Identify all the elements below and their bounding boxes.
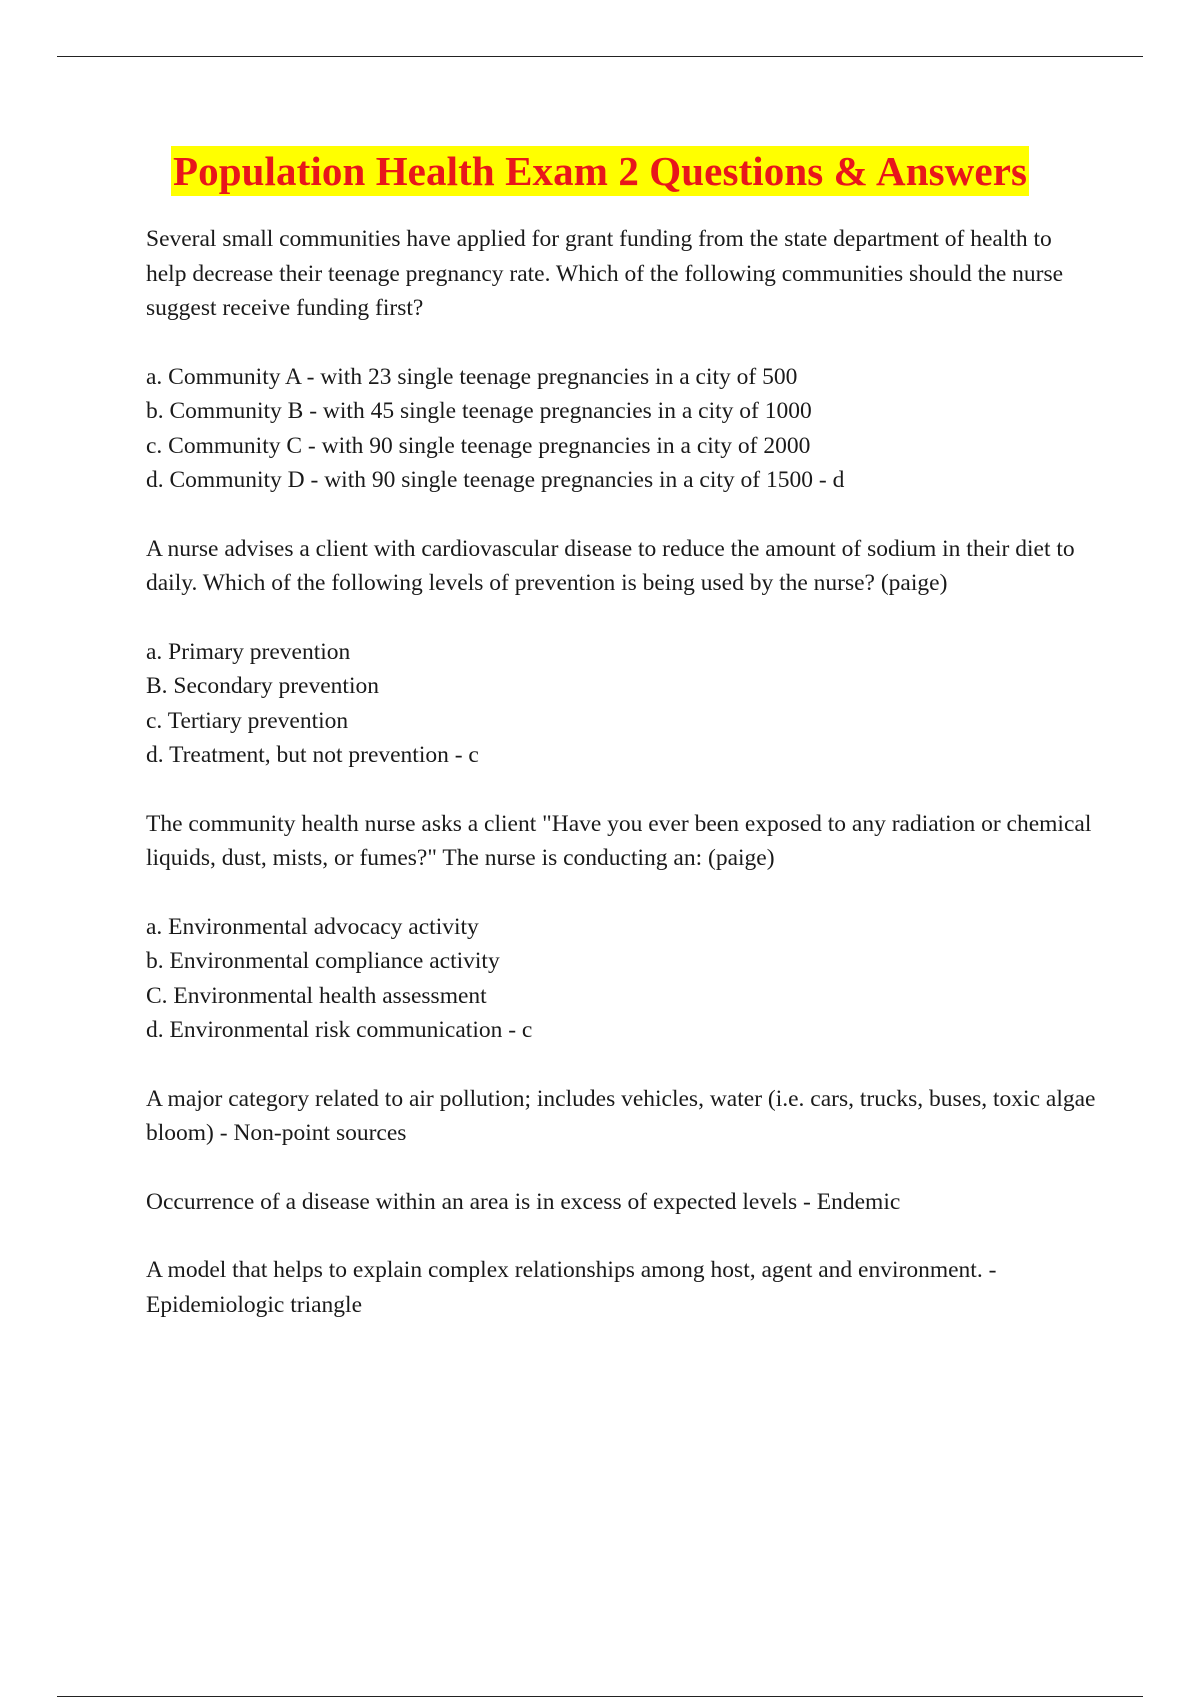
bottom-rule <box>57 1696 1143 1697</box>
answer-options <box>146 910 1096 1048</box>
answer-options <box>146 635 1096 773</box>
answer-option: c. Community C - with 90 single teenage pregnancies in a city of 2000 <box>146 432 811 459</box>
definition-item: A major category related to air pollution; includes vehicles, water (i.e. cars, trucks, buses, toxic algae bloom) - Non-point sources <box>146 1085 1096 1146</box>
answer-option: c. Tertiary prevention <box>146 707 349 734</box>
answer-option: d. Environmental risk communication - c <box>146 1017 533 1043</box>
question-text: The community health nurse asks a client "Have you ever been exposed to any radiation or chemical liquids, dust, mists, or fumes?" The nurse is conducting an: (paige) <box>146 810 1092 871</box>
definition-item: Occurrence of a disease within an area is in excess of expected levels - Endemic <box>146 1188 901 1215</box>
answer-option: b. Environmental compliance activity <box>146 948 500 974</box>
answer-options <box>146 360 1096 498</box>
question-text: A nurse advises a client with cardiovascular disease to reduce the amount of sodium in their diet to daily. Which of the following levels of prevention is being used by the nurse? (paige) <box>146 535 1075 596</box>
answer-option: B. Secondary prevention <box>146 673 379 699</box>
question-text: Several small communities have applied for grant funding from the state department of health to help decrease their teenage pregnancy rate. Which of the following communities should the nurse suggest receive funding first? <box>146 226 1064 321</box>
answer-option: a. Environmental advocacy activity <box>146 913 479 940</box>
answer-option: d. Community D - with 90 single teenage pregnancies in a city of 1500 - d <box>146 467 845 493</box>
answer-option: C. Environmental health assessment <box>146 982 487 1009</box>
answer-option: a. Community A - with 23 single teenage pregnancies in a city of 500 <box>146 363 798 390</box>
title-container <box>0 146 1200 196</box>
answer-option: d. Treatment, but not prevention - c <box>146 742 479 768</box>
document-body <box>146 222 1096 1356</box>
definition-item: A model that helps to explain complex relationships among host, agent and environment. - Epidemiologic triangle <box>146 1257 997 1318</box>
top-rule <box>57 56 1143 57</box>
answer-option: b. Community B - with 45 single teenage pregnancies in a city of 1000 <box>146 398 812 424</box>
answer-option: a. Primary prevention <box>146 638 351 665</box>
page-title: Population Health Exam 2 Questions & Answers <box>172 148 1028 194</box>
